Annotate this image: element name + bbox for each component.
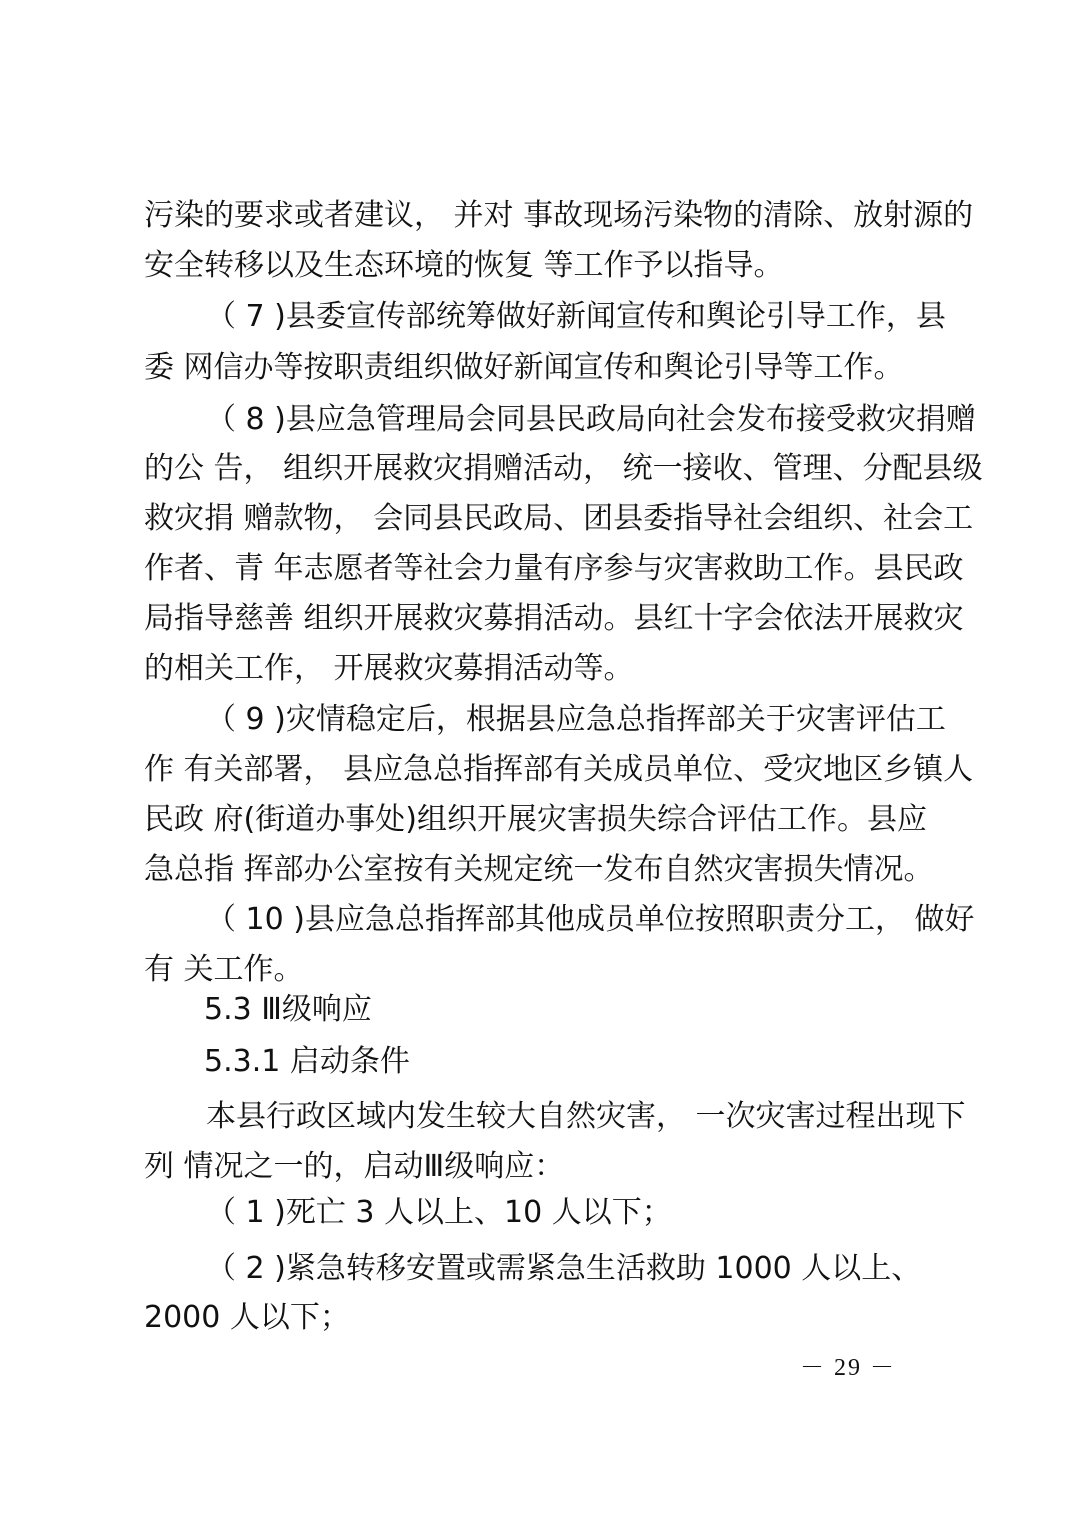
text-line: （ 10 )县应急总指挥部其他成员单位按照职责分工， 做好 — [206, 902, 975, 937]
text-line: 急总指 挥部办公室按有关规定统一发布自然灾害损失情况。 — [144, 852, 934, 887]
text-line: 的公 告， 组织开展救灾捐赠活动， 统一接收、管理、分配县级 — [144, 451, 983, 486]
text-line: 本县行政区域内发生较大自然灾害， 一次灾害过程出现下 — [206, 1099, 966, 1134]
list-item: （ 2 )紧急转移安置或需紧急生活救助 1000 人以上、 — [206, 1251, 922, 1286]
subsection-heading: 5.3.1 启动条件 — [204, 1044, 410, 1079]
text-line: 作 有关部署， 县应急总指挥部有关成员单位、受灾地区乡镇人 — [144, 752, 974, 787]
text-line: 救灾捐 赠款物， 会同县民政局、团县委指导社会组织、社会工 — [144, 501, 974, 536]
section-heading: 5.3 Ⅲ级响应 — [204, 992, 372, 1027]
text-line: 2000 人以下； — [144, 1300, 350, 1335]
text-line: 局指导慈善 组织开展救灾募捐活动。县红十字会依法开展救灾 — [144, 601, 964, 636]
text-line: 有 关工作。 — [144, 952, 304, 987]
text-line: （ 8 )县应急管理局会同县民政局向社会发布接受救灾捐赠 — [206, 402, 976, 437]
page-number: － 29 － — [800, 1355, 896, 1381]
text-line: （ 9 )灾情稳定后，根据县应急总指挥部关于灾害评估工 — [206, 702, 946, 737]
text-line: （ 7 )县委宣传部统筹做好新闻宣传和舆论引导工作，县 — [206, 299, 946, 334]
text-line: 委 网信办等按职责组织做好新闻宣传和舆论引导等工作。 — [144, 350, 904, 385]
text-line: 作者、青 年志愿者等社会力量有序参与灾害救助工作。县民政 — [144, 551, 964, 586]
list-item: （ 1 )死亡 3 人以上、10 人以下； — [206, 1195, 672, 1230]
text-line: 安全转移以及生态环境的恢复 等工作予以指导。 — [144, 248, 784, 283]
text-line: 列 情况之一的，启动Ⅲ级响应： — [144, 1149, 565, 1184]
text-line: 污染的要求或者建议， 并对 事故现场污染物的清除、放射源的 — [144, 198, 974, 233]
text-line: 民政 府(街道办事处)组织开展灾害损失综合评估工作。县应 — [144, 802, 927, 837]
text-line: 的相关工作， 开展救灾募捐活动等。 — [144, 651, 634, 686]
